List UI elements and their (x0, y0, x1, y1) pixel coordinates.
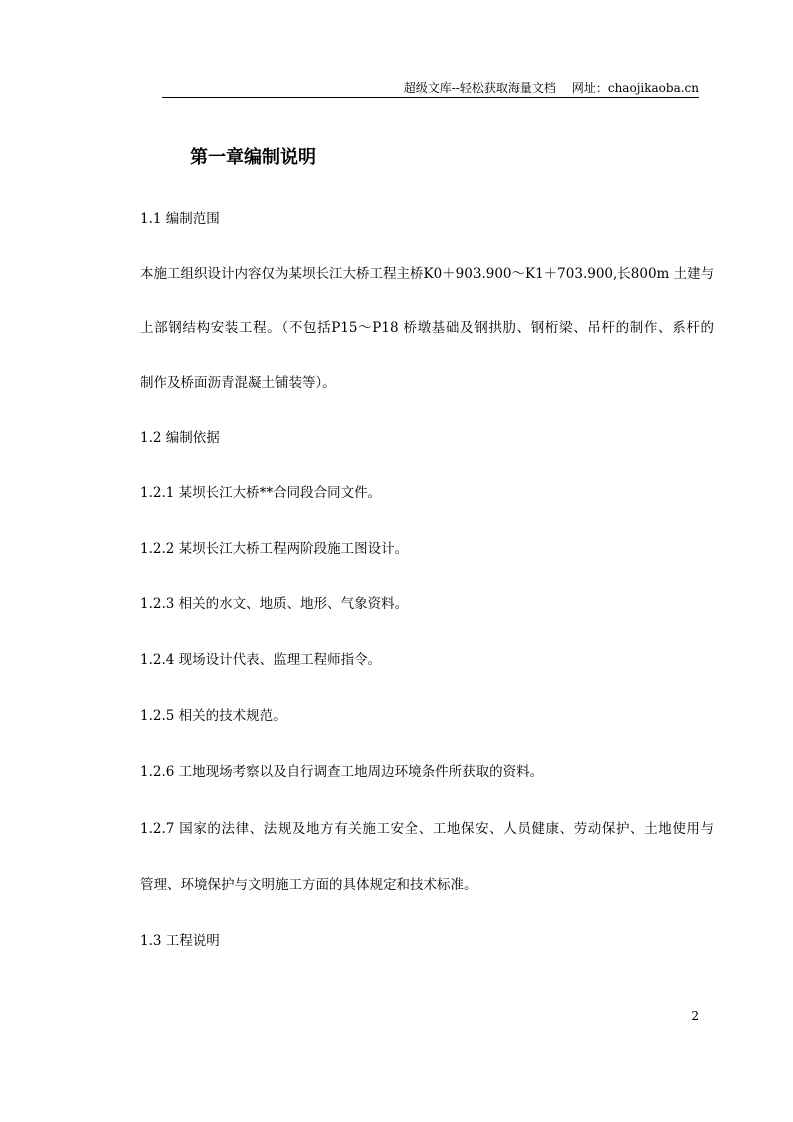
page-header (404, 79, 699, 96)
paragraph-line: 制作及桥面沥青混凝土铺装等）。 (140, 375, 336, 391)
header-site-name: 超级文库--轻松获取海量文档 (403, 81, 556, 95)
paragraph-line: 本施工组织设计内容仅为某坝长江大桥工程主桥K0＋903.900～K1＋703.900,长800m 土建与 (140, 266, 715, 282)
list-item-continuation: 管理、环境保护与文明施工方面的具体规定和技术标准。 (140, 877, 478, 893)
paragraph-line: 上部钢结构安装工程。（不包括P15～P18 桥墩基础及钢拱肋、钢桁梁、吊杆的制作、系杆的 (140, 320, 714, 336)
list-item: 1.2.3 相关的水文、地质、地形、气象资料。 (140, 596, 409, 612)
list-item: 1.2.6 工地现场考察以及自行调查工地周边环境条件所获取的资料。 (140, 764, 544, 780)
list-item: 1.2.2 某坝长江大桥工程两阶段施工图设计。 (140, 541, 409, 557)
list-item: 1.2.4 现场设计代表、监理工程师指令。 (140, 652, 382, 668)
header-rule (162, 97, 699, 98)
chapter-title: 第一章编制说明 (190, 147, 316, 168)
list-item: 1.2.5 相关的技术规范。 (140, 708, 287, 724)
list-item: 1.2.1 某坝长江大桥**合同段合同文件。 (140, 485, 382, 501)
section-heading-1-1: 1.1 编制范围 (140, 211, 220, 227)
section-heading-1-2: 1.2 编制依据 (140, 430, 220, 446)
header-url: 网址：chaojikaoba.cn (571, 81, 699, 95)
list-item: 1.2.7 国家的法律、法规及地方有关施工安全、工地保安、人员健康、劳动保护、土地使用与 (140, 821, 714, 837)
section-heading-1-3: 1.3 工程说明 (140, 933, 220, 949)
page-number: 2 (691, 1009, 699, 1023)
